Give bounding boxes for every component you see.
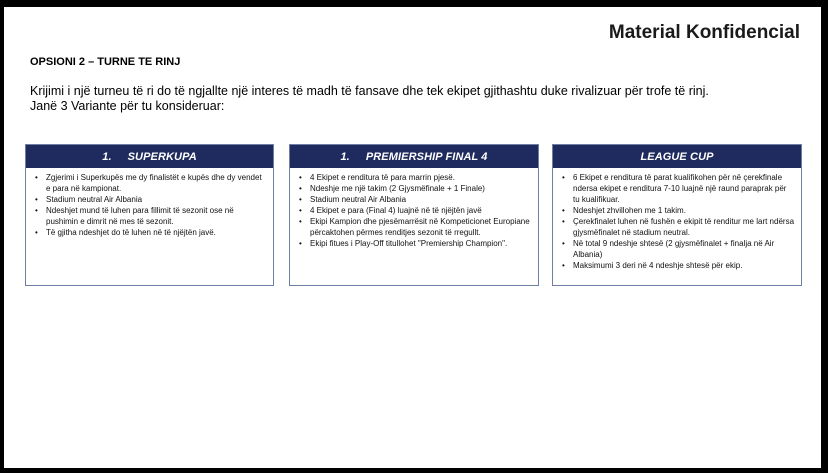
slide [4,7,821,468]
bullet-item: • Ndeshje me një takim (2 Gjysmëfinale + 1 Finale) [310,183,532,194]
variant-box-league-cup [552,144,802,286]
variant-header [290,145,538,168]
bullet-item: • Stadium neutral Air Albania [310,194,532,205]
bullet-item: • Ekipi Kampion dhe pjesëmarrësit në Kompeticionet Europiane përcaktohen përmes renditjes sezonit të rregullt. [310,216,532,238]
variant-box-superkupa [25,144,274,286]
bullet-item: • Ndeshjet zhvillohen me 1 takim. [573,205,795,216]
variant-number: 1. [102,150,112,163]
bullet-item: • Të gjitha ndeshjet do të luhen në të njëjtën javë. [46,227,267,238]
variant-bullets [553,168,801,275]
bullet-item: • 6 Ekipet e renditura të parat kualifikohen për në çerekfinale ndersa ekipet e renditura 7-10 luajnë një raund paraprak për tu kualifikuar. [573,172,795,205]
bullet-item: • Në total 9 ndeshje shtesë (2 gjysmëfinalet + finalja në Air Albania) [573,238,795,260]
option-title: OPSIONI 2 – TURNE TE RINJ [30,56,181,68]
variant-title: SUPERKUPA [127,150,197,163]
intro-line-2: Janë 3 Variante për tu konsideruar: [30,99,225,113]
variant-number: 1. [340,150,350,163]
bullet-item: • Stadium neutral Air Albania [46,194,267,205]
intro-text [30,84,800,114]
bullet-item: • Ekipi fitues i Play-Off titullohet "Premiership Champion". [310,238,532,249]
variant-title: PREMIERSHIP FINAL 4 [365,150,488,163]
bullet-item: • 4 Ekipet e renditura të para marrin pjesë. [310,172,532,183]
bullet-item: • Ndeshjet mund të luhen para fillimit të sezonit ose në pushimin e dimrit në mes të sezonit. [46,205,267,227]
variant-title: LEAGUE CUP [640,150,714,163]
bullet-item: • Maksimumi 3 deri në 4 ndeshje shtesë për ekip. [573,260,795,271]
bullet-item: • Çerekfinalet luhen në fushën e ekipit të renditur me lart ndërsa gjysmëfinalet në stadium neutral. [573,216,795,238]
variant-bullets [26,168,273,242]
bullet-item: • 4 Ekipet e para (Final 4) luajnë në të njëjtën javë [310,205,532,216]
variant-box-premiership-final-4 [289,144,539,286]
variant-header [553,145,801,168]
variant-bullets [290,168,538,253]
bullet-item: • Zgjerimi i Superkupës me dy finalistët e kupës dhe dy vendet e para në kampionat. [46,172,267,194]
confidential-label: Material Konfidencial [608,22,800,43]
intro-line-1: Krijimi i një turneu të ri do të ngjallte një interes të madh të fansave dhe tek ekipet gjithashtu duke rivalizuar për trofe të rinj. [30,84,709,98]
variant-header [26,145,273,168]
